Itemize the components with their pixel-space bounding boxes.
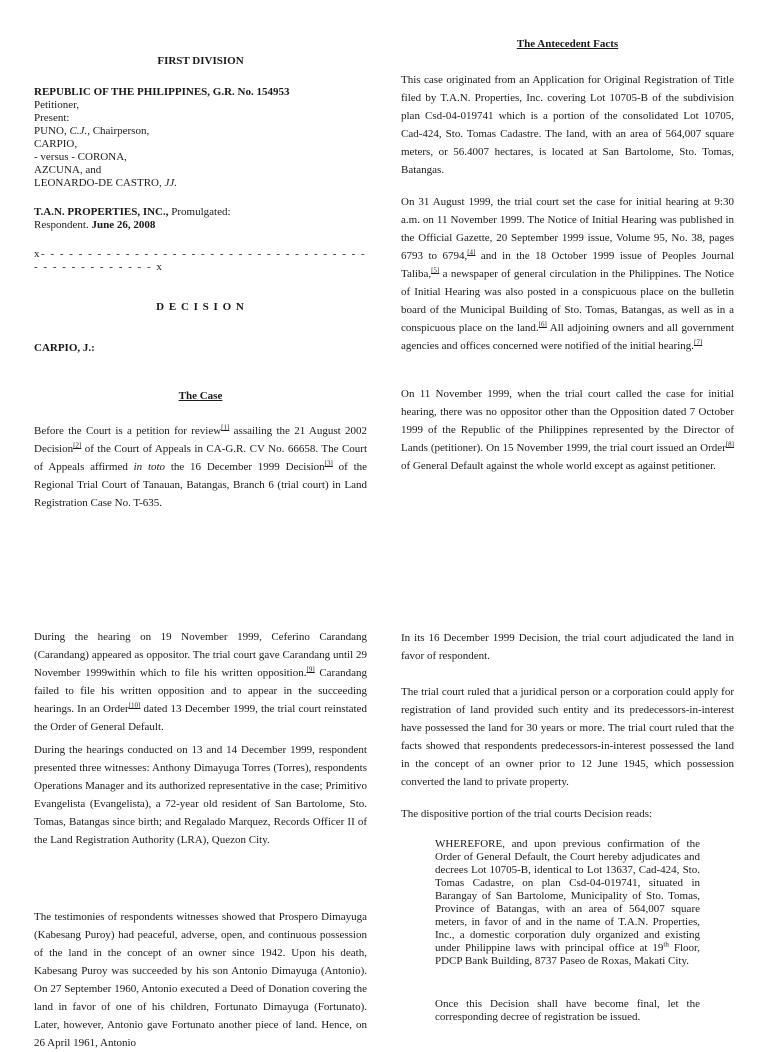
dispositive-quote-2: Once this Decision shall have become final, let the corresponding decree of registration be issued. xyxy=(435,998,700,1023)
antecedent-p2-text-2: and in the 18 October 1999 issue of Peoples Journal Taliba, xyxy=(401,250,734,280)
present-label: Present: xyxy=(34,112,70,124)
justice-carpio: CARPIO, xyxy=(34,138,78,150)
trial-court-decision-paragraph: In its 16 December 1999 Decision, the trial court adjudicated the land in favor of respondent. xyxy=(401,632,734,662)
the-case-text-4: the 16 December 1999 Decision xyxy=(165,461,325,473)
justice-leonardo-title: JJ. xyxy=(164,177,177,189)
footnote-8-link[interactable]: [8] xyxy=(725,440,734,449)
justice-puno-title: C.J. xyxy=(69,125,88,137)
ponente-line: CARPIO, J.: xyxy=(34,342,95,354)
antecedent-paragraph-2 xyxy=(401,193,734,355)
the-case-text-2: assailing the 21 August 2002 Decision xyxy=(34,425,367,455)
justice-puno-name: PUNO, xyxy=(34,125,70,137)
antecedent-paragraph-3 xyxy=(401,385,734,475)
footnote-9-link[interactable]: [9] xyxy=(306,665,315,674)
promulgated-label: Promulgated: xyxy=(168,206,231,218)
decision-title: D E C I S I O N xyxy=(156,301,245,313)
justice-leonardo-name: LEONARDO-DE CASTRO, xyxy=(34,177,165,189)
the-case-text-1: Before the Court is a petition for review xyxy=(34,425,222,437)
antecedent-p2-text-1: On 31 August 1999, the trial court set the case for initial hearing at 9:30 a.m. on 11 November 1999. The Notice of Initial Hearing was published in the Official Gazette, 20 September 1999 issue, Volume 95, No. 38, pages 6793 to 6794, xyxy=(401,196,734,262)
the-case-in-toto: in toto xyxy=(133,461,166,473)
footnote-1-link[interactable]: [1] xyxy=(221,423,230,432)
antecedent-paragraph-1: This case originated from an Application for Original Registration of Title filed by T.A.N. Properties, Inc. covering Lot 10705-B of the subdivision plan Csd-04-019741 which is a portion of the consolidated Lot 10705, Cad-424, Sto. Tomas Cadastre. The land, with an area of 564,007 square meters, or 56.4007 hectares, is located at San Bartolome, Sto. Tomas, Batangas. xyxy=(401,74,734,176)
footnote-6-link[interactable]: [6] xyxy=(538,320,547,329)
respondent-label: Respondent. xyxy=(34,219,92,231)
testimonies-paragraph: The testimonies of respondents witnesses showed that Prospero Dimayuga (Kabesang Puroy) had peaceful, adverse, open, and continuous possession of the land in the concept of an owner since 1942. Upon his death, Kabesang Puroy was succeeded by his son Antonio Dimayuga (Antonio). On 27 September 1960, Antonio executed a Deed of Donation covering the land in favor of one of his children, Fortunato Dimayuga (Fortunato). Later, however, Antonio gave Fortunato another piece of land. Hence, on 26 April 1961, Antonio xyxy=(34,911,367,1049)
antecedent-p3-text-2: of General Default against the whole world except as against petitioner. xyxy=(401,460,716,472)
footnote-2-link[interactable]: [2] xyxy=(73,441,82,450)
the-case-heading: The Case xyxy=(178,390,223,402)
promulgation-date: June 26, 2008 xyxy=(91,219,156,231)
the-case-text-5: of the Regional Trial Court of Tanauan, Batangas, Branch 6 (trial court) in Land Registration Case No. T-635. xyxy=(34,461,368,509)
versus-line: - versus - CORONA, xyxy=(34,151,127,163)
carandang-paragraph xyxy=(34,628,367,736)
respondent-block xyxy=(34,206,367,232)
carandang-text-1: During the hearing on 19 November 1999, Ceferino Carandang (Carandang) appeared as oppositor. The trial court gave Carandang until 29 November 1999within which to file his written opposition. xyxy=(34,631,367,679)
respondent-line xyxy=(34,206,367,219)
antecedent-p3-text-1: On 11 November 1999, when the trial court called the case for initial hearing, there was no oppositor other than the Opposition dated 7 October 1999 of the Republic of the Philippines represented by the Director of Lands (petitioner). On 15 November 1999, the trial court issued an Order xyxy=(401,388,734,454)
respondent-name: T.A.N. PROPERTIES, INC., xyxy=(34,206,169,218)
dispositive-intro: The dispositive portion of the trial courts Decision reads: xyxy=(401,808,653,820)
justice-puno-role: , Chairperson, xyxy=(87,125,150,137)
footnote-7-link[interactable]: [7] xyxy=(694,338,703,347)
justice-azcuna: AZCUNA, and xyxy=(34,164,102,176)
dispositive-quote-text-1: WHEREFORE, and upon previous confirmation of the Order of General Default, the Court hereby adjudicates and decrees Lot 10705-B, identical to Lot 13637, Cad-424, Sto. Tomas Cadastre, on plan Csd-04-019741, situated in Barangay of San Bartolome, Municipality of Sto. Tomas, Province of Batangas, with an area of 564,007 square meters, in favor of and in the name of T.A.N. Properties, Inc., a domestic corporation duly organized and existing under Philippine laws with principal office at 19 xyxy=(435,838,700,954)
antecedent-p2-text-3: a newspaper of general circulation in the Philippines. The Notice of Initial Hearing was also posted in a conspicuous place on the bulletin board of the Municipal Building of Sto. Tomas, Batangas, as well as in a conspicuous place on the land. xyxy=(401,268,734,334)
petitioner-label: Petitioner, xyxy=(34,99,80,111)
footnote-5-link[interactable]: [5] xyxy=(431,266,440,275)
trial-court-ruling-paragraph: The trial court ruled that a juridical person or a corporation could apply for registration of land provided such entity and its predecessors-in-interest have possessed the land for 30 years or more. The trial court ruled that the facts showed that respondents predecessors-in-interest possessed the land in the concept of an owner prior to 12 June 1945, which possession converted the land to private property. xyxy=(401,686,734,788)
justice-puno xyxy=(34,125,367,138)
footnote-4-link[interactable]: [4] xyxy=(467,248,476,257)
division-heading: FIRST DIVISION xyxy=(157,55,244,67)
the-case-text-3: of the Court of Appeals in CA-G.R. CV No. 66658. The Court of Appeals affirmed xyxy=(34,443,367,473)
antecedent-p2-text-4: All adjoining owners and all government agencies and offices concerned were notified of the initial hearing. xyxy=(401,322,734,352)
carandang-text-2: Carandang failed to file his written opposition and to appear in the succeeding hearings. In an Order xyxy=(34,667,367,715)
floor-ordinal: th xyxy=(663,940,669,949)
hearings-paragraph: During the hearings conducted on 13 and 14 December 1999, respondent presented three witnesses: Anthony Dimayuga Torres (Torres), respondents Operations Manager and its authorized representative in the case; Primitivo Evangelista (Evangelista), a 72-year old resident of San Bartolome, Sto. Tomas, Batangas since birth; and Regalado Marquez, Records Officer II of the Land Registration Authority (LRA), Quezon City. xyxy=(34,744,367,846)
footnote-10-link[interactable]: [10] xyxy=(128,701,141,710)
dispositive-quote-text-2: Floor, PDCP Bank Building, 8737 Paseo de Roxas, Makati City. xyxy=(435,942,700,967)
caption-block xyxy=(34,86,367,190)
divider-line: x- - - - - - - - - - - - - - - - - - - - - - - - - - - - - - - - - - - - - - - - - - - - - - - - x xyxy=(34,248,367,273)
the-case-paragraph xyxy=(34,422,367,512)
carandang-text-3: dated 13 December 1999, the trial court reinstated the Order of General Default. xyxy=(34,703,367,733)
dispositive-quote-1 xyxy=(435,838,700,968)
antecedent-facts-heading: The Antecedent Facts xyxy=(516,38,619,50)
case-line: REPUBLIC OF THE PHILIPPINES, G.R. No. 154953 xyxy=(34,86,290,98)
justice-leonardo xyxy=(34,177,367,190)
respondent-date-line xyxy=(34,219,367,232)
footnote-3-link[interactable]: [3] xyxy=(324,459,333,468)
